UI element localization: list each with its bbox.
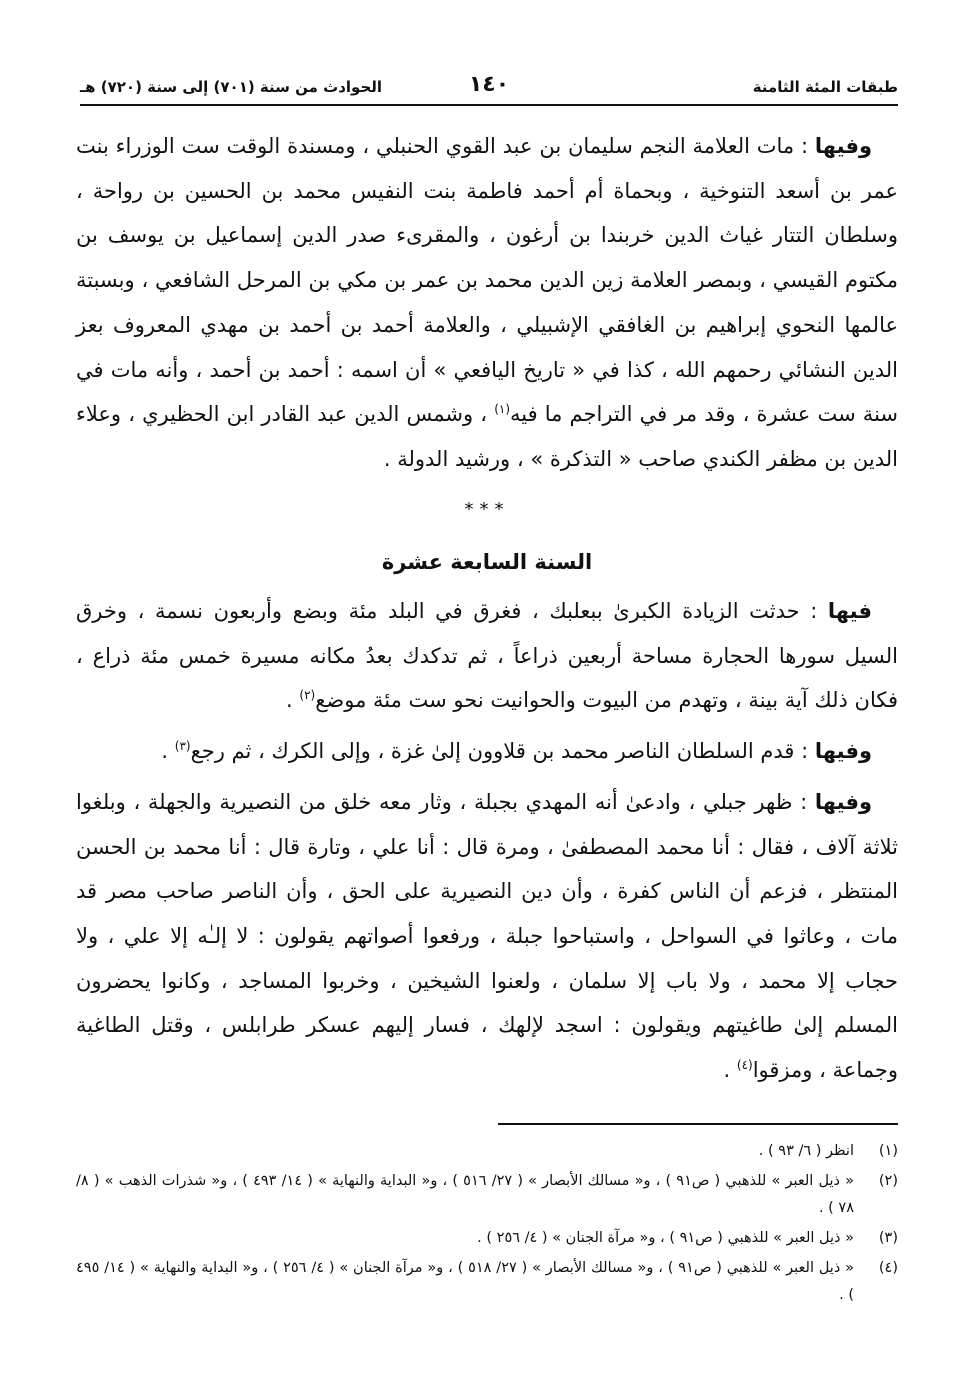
paragraph-lead: وفيها [814, 789, 872, 814]
paragraph-1 [76, 124, 898, 482]
footnote-text: انظر ( ٦/ ٩٣ ) . [758, 1143, 854, 1159]
header-rule [80, 104, 898, 106]
paragraph-text: . [161, 739, 175, 764]
footnote-rule [498, 1123, 898, 1125]
book-title: طبقات المئة الثامنة [752, 78, 898, 96]
paragraph-text: : قدم السلطان الناصر محمد بن قلاوون إلىٰ غزة ، وإلى الكرك ، ثم رجع [190, 739, 815, 764]
paragraph-text: . [286, 688, 300, 713]
footnote-number: (٣) [878, 1230, 898, 1246]
paragraph-text: : مات العلامة النجم سليمان بن عبد القوي الحنبلي ، ومسندة الوقت ست الوزراء بنت عمر بن أسعد التنوخية ، وبحماة أم أحمد فاطمة بنت النفيس محمد بن الحسين بن رواحة ، وسلطان التتار غياث الدين خربندا بن أرغون ، والمقرىء صدر الدين إسماعيل بن يوسف بن مكتوم القيسي ، وبمصر العلامة زين الدين محمد بن عمر بن مكي بن المرحل الشافعي ، وبسبتة عالمها النحوي إبراهيم بن الغافقي الإشبيلي ، والعلامة أحمد بن أحمد بن مهدي المعروف بعز الدين النشائي رحمهم الله ، كذا في « تاريخ اليافعي » أن اسمه : أحمد بن أحمد ، وأنه مات في سنة ست عشرة ، وقد مر في التراجم ما فيه [76, 134, 898, 427]
main-text [76, 124, 898, 1093]
footnote-text: « ذيل العبر » للذهبي ( ص٩١ ) ، و« مسالك الأبصار » ( ٢٧/ ٥١٨ ) ، و« مرآة الجنان » ( ٤/ ٢٥٦ ) ، و« البداية والنهاية » ( ١٤/ ٤٩٥ ) . [76, 1260, 855, 1303]
running-header [80, 70, 898, 104]
paragraph-text: : ظهر جبلي ، وادعىٰ أنه المهدي بجبلة ، وثار معه خلق من النصيرية والجهلة ، وبلغوا ثلاثة آلاف ، فقال : أنا محمد المصطفىٰ ، ومرة قال : أنا علي ، وتارة قال : أنا محمد بن الحسن المنتظر ، فزعم أن الناس كفرة ، وأن دين النصيرية على الحق ، وأن الناصر صاحب مصر قد مات ، وعاثوا في السواحل ، واستباحوا جبلة ، ورفعوا أصواتهم يقولون : لا إلـٰه إلا علي ، ولا حجاب إلا محمد ، ولا باب إلا سلمان ، ولعنوا الشيخين ، وخربوا المساجد ، وكانوا يحضرون المسلم إلىٰ طاغيتهم ويقولون : اسجد لإلهك ، فسار إليهم عسكر طرابلس ، وقتل الطاغية وجماعة ، ومزقوا [76, 789, 898, 1083]
footnote-text: « ذيل العبر » للذهبي ( ص٩١ ) ، و« مرآة الجنان » ( ٤/ ٢٥٦ ) . [477, 1230, 854, 1246]
paragraph-3 [76, 729, 898, 774]
footnote-number: (١) [878, 1143, 898, 1159]
paragraph-text: . [723, 1058, 737, 1083]
footnote [76, 1168, 898, 1222]
paragraph-2 [76, 589, 898, 723]
footnote-ref: (١) [494, 402, 511, 417]
footnote [76, 1255, 898, 1309]
footnotes [76, 1138, 898, 1312]
paragraph-lead: وفيها [814, 739, 872, 764]
footnote-ref: (٤) [736, 1058, 753, 1073]
footnote-text: « ذيل العبر » للذهبي ( ص٩١ ) ، و« مسالك الأبصار » ( ٢٧/ ٥١٦ ) ، و« البداية والنهاية » ( ١٤/ ٤٩٣ ) ، و« شذرات الذهب » ( ٨/ ٧٨ ) . [76, 1173, 854, 1216]
section-separator: *** [464, 498, 510, 520]
footnote-ref: (٢) [299, 688, 316, 703]
footnote-number: (٢) [878, 1173, 898, 1189]
footnote [76, 1138, 898, 1165]
paragraph-text: : حدثت الزيادة الكبرىٰ ببعلبك ، فغرق في البلد مئة وبضع وأربعون نسمة ، وخرق السيل سورها الحجارة مساحة أربعين ذراعاً ، ثم تدكدك بعدُ مكانه مسيرة خمس مئة ذراع ، فكان ذلك آية بينة ، وتهدم من البيوت والحوانيت نحو ست مئة موضع [76, 599, 898, 713]
section-range: الحوادث من سنة (٧٠١) إلى سنة (٧٢٠) هـ [80, 78, 383, 96]
paragraph-lead: فيها [827, 599, 872, 624]
paragraph-lead: وفيها [814, 134, 872, 158]
footnote-number: (٤) [878, 1260, 898, 1276]
footnote-ref: (٣) [174, 739, 191, 754]
section-title: السنة السابعة عشرة [381, 550, 593, 575]
page-number: ١٤٠ [468, 72, 510, 97]
footnote [76, 1225, 898, 1252]
paragraph-4 [76, 780, 898, 1093]
paragraph-text: ، وشمس الدين عبد القادر ابن الحظيري ، وعلاء الدين بن مظفر الكندي صاحب « التذكرة » ، ورشيد الدولة . [76, 402, 898, 471]
